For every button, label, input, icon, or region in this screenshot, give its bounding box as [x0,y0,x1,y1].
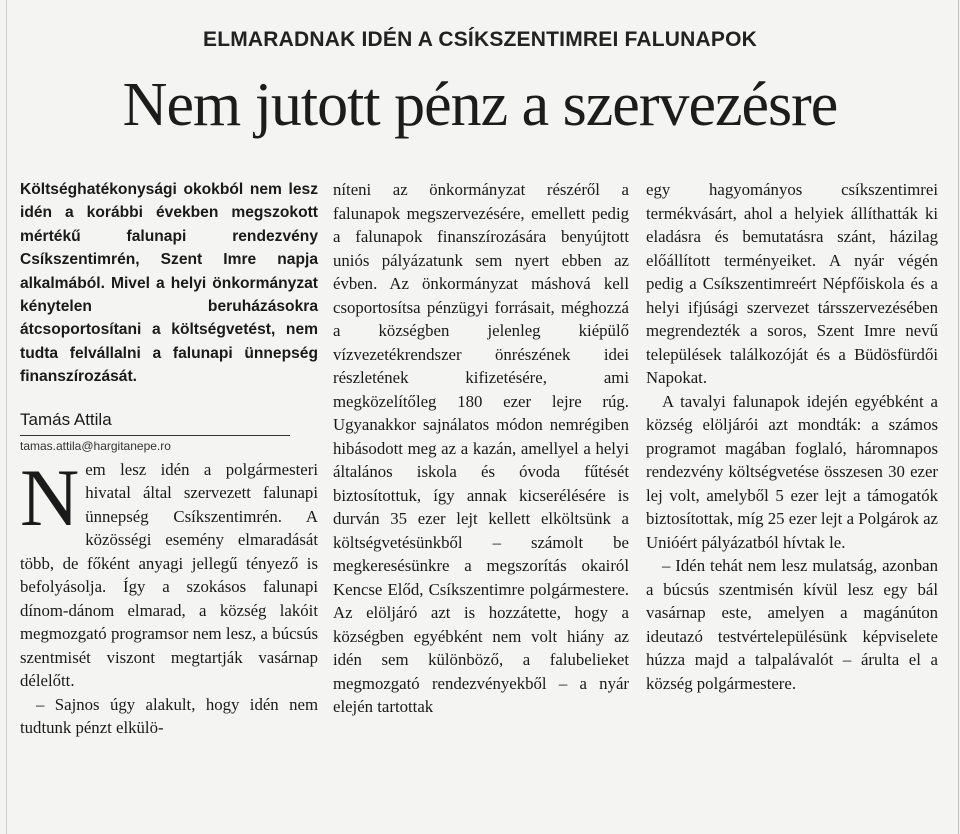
article-headline: Nem jutott pénz a szervezésre [122,71,838,139]
column-3 [646,178,938,695]
body-paragraph: A tavalyi falunapok idején egyébként a község elöljárói azt mondták: a számos programot magában foglaló, háromnapos rendezvény költségvetése összesen 30 ezer lej volt, amelyből 5 ezer lejt a támogatók biztosítottak, míg 25 ezer lejt a Polgárok az Unióért pályázatból hívtak le. [646,391,938,552]
body-paragraph: – Idén tehát nem lesz mulatság, azonban a búcsús szentmisén kívül lesz egy bál vasárnap este, amelyen a magánúton ideutazó testvértelepülésünk képviselete húzza majd a talpalávalót – árulta el a község polgármestere. [646,556,938,693]
body-paragraph: – Sajnos úgy alakult, hogy idén nem tudtunk pénzt elkülö- [20,694,318,738]
column-2 [333,178,629,719]
article-kicker: ELMARADNAK IDÉN A CSÍKSZENTIMREI FALUNAPOK [202,28,757,51]
body-paragraph [20,451,318,693]
body-paragraph: egy hagyományos csíkszentimrei termékvásárt, ahol a helyiek állíthatták ki eladásra és bemutatásra szánt, házilag előállított terményeiket. A nyár végén pedig a Csíkszentimreért Népfőiskola és a helyi ifjúsági szervezet társszervezésében megrendezték a soros, Szent Imre nevű települések találkozóját és a Büdösfürdői Napokat. [646,180,938,387]
body-paragraph: níteni az önkormányzat részéről a falunapok megszervezésére, emellett pedig a falunapok finanszírozására benyújtott uniós pályázatunk sem nyert ebben az évben. Az önkormányzat máshová kell csoportosítsa pénzügyi forrásait, méghozzá a községben jelenleg kiépülő vízvezetékrendszer önrészének idei részletének kifizetésére, ami megközelítőleg 180 ezer lejre rúg. Ugyanakkor sajnálatos módon nemrégiben hibásodott meg az a kazán, amellyel a helyi általános iskola és óvoda fűtését biztosítottuk, így annak kicserélésére is durván 35 ezer lejt kellett elköltsünk a költségvetésünkből – számolt be megkeresésünkre a megszorítás okairól Kencse Előd, Csíkszentimre polgármestere. Az elöljáró azt is hozzátette, hogy a községben egyébként nem volt hiány az idén sem különböző, a falubelieket megmozgató rendezvényekből – a nyár elején tartottak [333,180,629,716]
article-lead: Költséghatékonysági okokból nem lesz idén a korábbi években megszokott mértékű falunapi rendezvény Csíkszentimrén, Szent Imre napja alkalmából. Mivel a helyi önkormányzat kénytelen beruházásokra átcsoportosítani a költségvetést, nem tudta felvállalni a falunapi ünnepség finanszírozását. [20,181,318,386]
column-1 [20,178,318,740]
author-name: Tamás Attila [20,409,290,436]
dropcap-letter: N [20,451,80,543]
body-paragraph-text: em lesz idén a polgármesteri hivatal által szervezett falunapi ünnepség Csíkszentimrén. A közösségi esemény elmaradását több, de főként anyagi jellegű tényező is befolyásolja. Így a szokásos falunapi dínom-dánom elmarad, a község lakóit megmozgató programsor nem lesz, a búcsús szentmisét viszont megtartják vasárnap délelőtt. [20,459,318,691]
author-email[interactable]: tamas.attila@hargitanepe.ro [20,438,171,453]
